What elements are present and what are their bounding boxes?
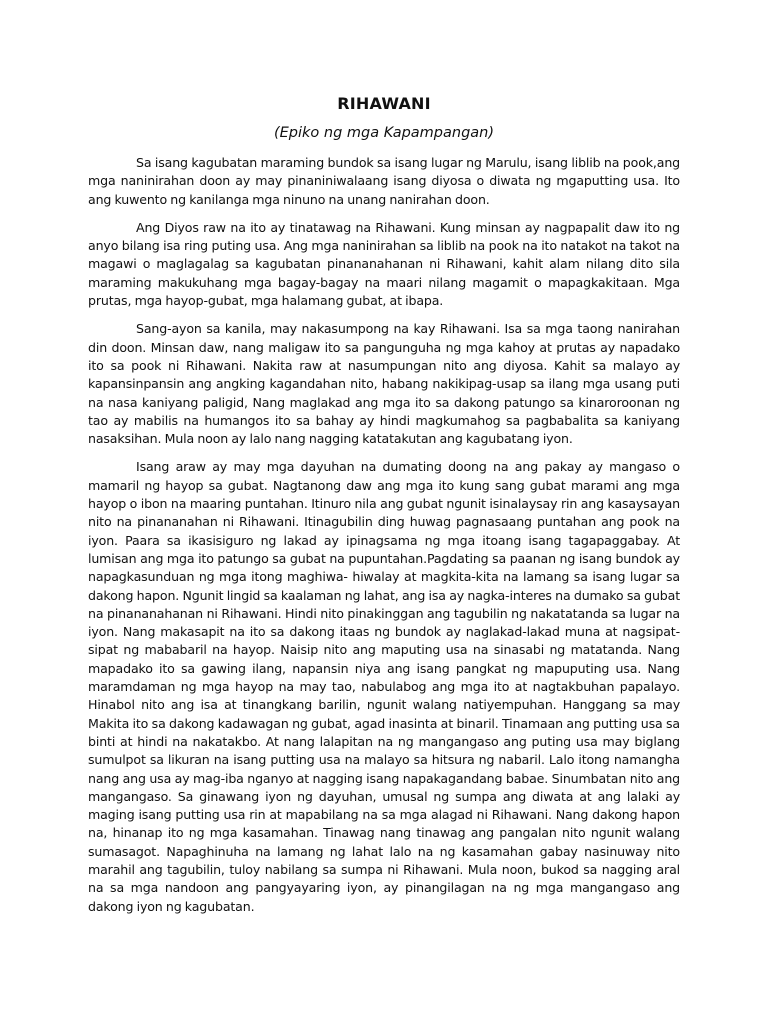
paragraph-2: Ang Diyos raw na ito ay tinatawag na Rihawani. Kung minsan ay nagpapalit daw ito ng anyo bilang isa ring puting usa. Ang mga naninirahan sa liblib na pook na ito natakot na takot na magawi o maglagalag sa kagubatan pinananahanan ni Rihawani, kahit alam nilang dito sila maraming makukuhang mga bagay-bagay na maari nilang magamit o mapagkakitaan. Mga prutas, mga hayop-gubat, mga halamang gubat, at ibapa. — [88, 219, 680, 309]
document-subtitle: (Epiko ng mga Kapampangan) — [273, 125, 495, 141]
paragraph-1: Sa isang kagubatan maraming bundok sa isang lugar ng Marulu, isang liblib na pook,ang mga naninirahan doon ay may pinaniniwalaang isang diyosa o diwata ng mgaputting usa. Ito ang kuwento ng kanilanga mga ninuno na unang nanirahan doon. — [88, 155, 680, 207]
paragraph-4: Isang araw ay may mga dayuhan na dumating doong na ang pakay ay mangaso o mamaril ng hayop sa gubat. Nagtanong daw ang mga ito kung sang gubat marami ang mga hayop o ibon na maaring puntahan. Itinuro nila ang gubat ngunit isinalaysay rin ang kasaysayan nito na pinananahan ni Rihawani. Itinagubilin ding huwag pagnasaang puntahan ang pook na iyon. Paara sa ikasisiguro ng lakad ay ipinagsama ng mga itoang isang tagapaggabay. At lumisan ang mga ito patungo sa gubat na pupuntahan.Pagdating sa paanan ng isang bundok ay napagkasunduan ng mga itong maghiwa- hiwalay at magkita-kita na lamang sa isang lugar sa dakong hapon. Ngunit lingid sa kaalaman ng lahat, ang isa ay nagka-interes na dumako sa gubat na pinananahanan ni Rihawani. Hindi nito pinakinggan ang tagubilin ng nakatatanda sa lugar na iyon. Nang makasapit na ito sa dakong itaas ng bundok ay naglakad-lakad muna at nagsipat-sipat ng mababaril na hayop. Naisip nito ang maputing usa na sinasabi ng matatanda. Nang mapadako ito sa gawing ilang, napansin niya ang isang pangkat ng mapuputing usa. Nang maramdaman ng mga hayop na may tao, nabulabog ang mga ito at nagtakbuhan papalayo. Hinabol nito ang isa at tinangkang barilin, ngunit walang natiyempuhan. Hanggang sa may Makita ito sa dakong kadawagan ng gubat, agad inasinta at binaril. Tinamaan ang putting usa sa binti at hindi na nakatakbo. At nang lalapitan na ng mangangaso ang puting usa may biglang sumulpot sa likuran na isang putting usa na malayo sa hitsura ng nabaril. Lalo itong namangha nang ang usa ay mag-iba nganyo at nagging isang napakagandang babae. Sinumbatan nito ang mangangaso. Sa ginawang iyon ng dayuhan, umusal ng sumpa ang diwata at ang lalaki ay maging isang putting usa rin at mapabilang na sa mga alagad ni Rihawani. Nang dakong hapon na, hinanap ito ng mga kasamahan. Tinawag nang tinawag ang pangalan nito ngunit walang sumasagot. Napaghinuha na lamang ng lahat lalo na ng kasamahan gabay nasinuway nito marahil ang tagubilin, tuloy nabilang sa sumpa ni Rihawani. Mula noon, bukod sa nagging aral na sa mga nandoon ang pangyayaring iyon, ay pinangilagan na ng mga mangangaso ang dakong iyon ng kagubatan. — [88, 459, 680, 914]
paragraph-3: Sang-ayon sa kanila, may nakasumpong na kay Rihawani. Isa sa mga taong nanirahan din doon. Minsan daw, nang maligaw ito sa pangunguha ng mga kahoy at prutas ay napadako ito sa pook ni Rihawani. Nakita raw at nasumpungan nito ang diyosa. Kahit sa malayo ay kapansinpansin ang angking kagandahan nito, habang nakikipag-usap sa ilang mga usang puti na nasa kaniyang paligid, Nang maglakad ang mga ito sa dakong patungo sa kinaroroonan ng tao ay mabilis na humangos ito sa bahay ay hindi magkumahog sa pagbabalita sa kaniyang nasaksihan. Mula noon ay lalo nang nagging katatakutan ang kagubatang iyon. — [88, 321, 680, 447]
document-body — [88, 94, 680, 926]
document-title: RIHAWANI — [337, 94, 431, 113]
